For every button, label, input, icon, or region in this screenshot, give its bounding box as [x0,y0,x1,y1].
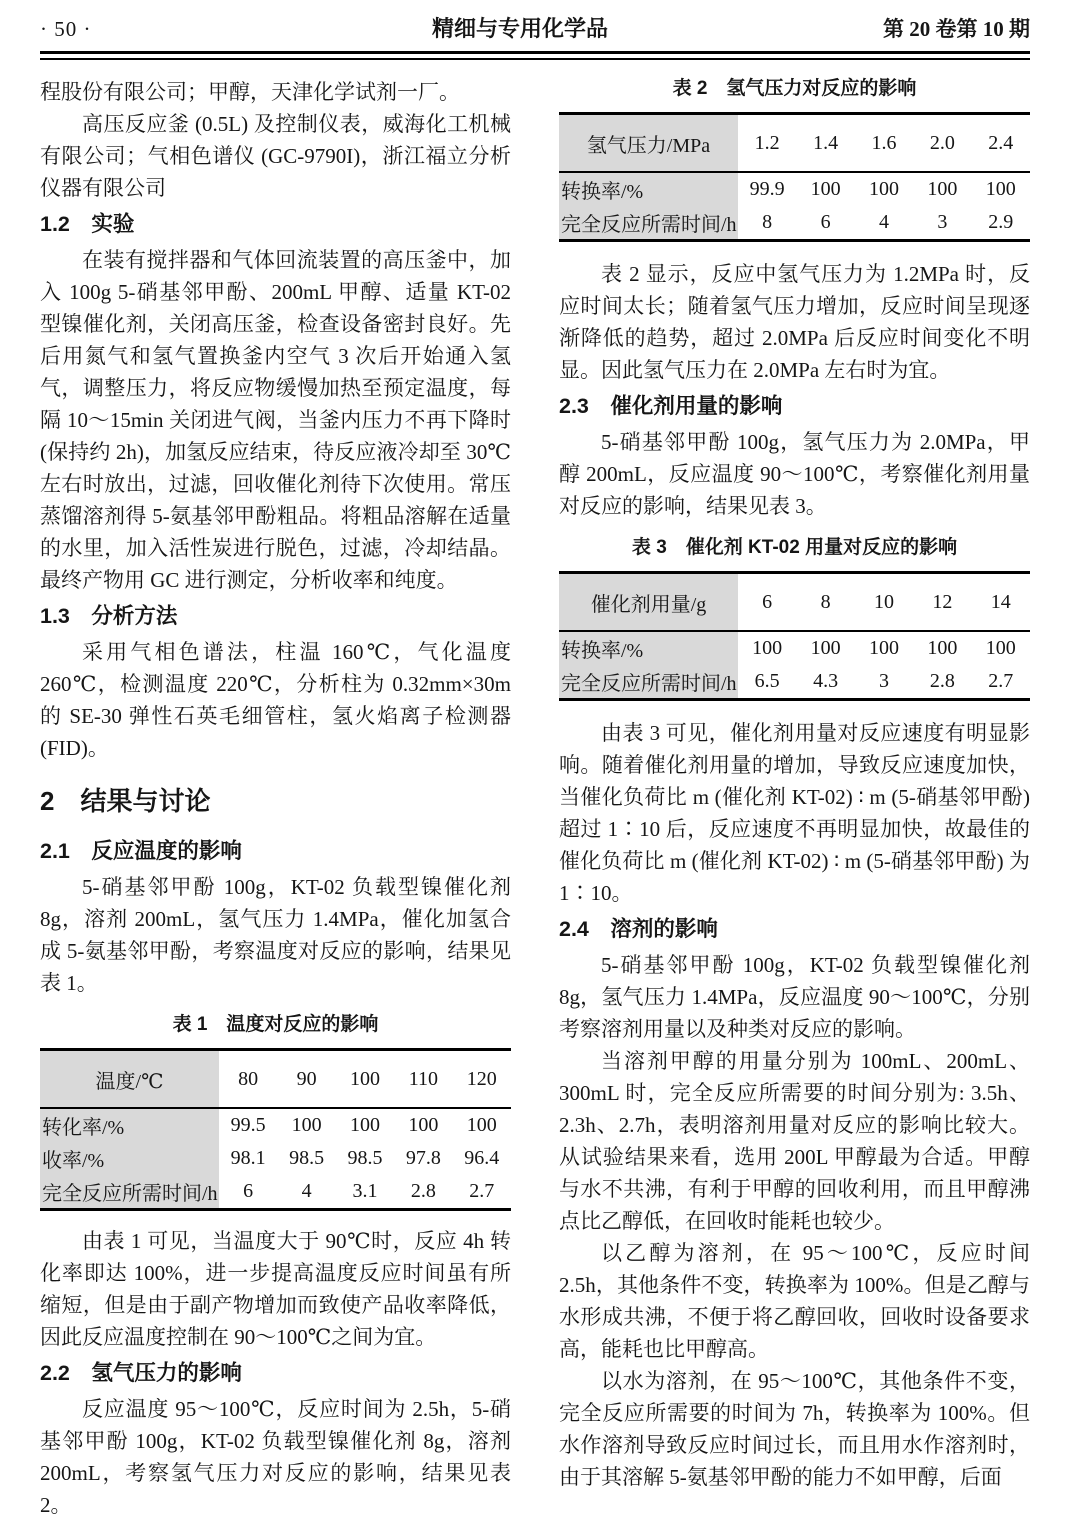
table-row [559,206,1030,241]
table-cell: 100 [927,637,958,659]
table-cell: 97.8 [405,1147,441,1169]
table-cell: 100 [466,1114,497,1136]
table-3-header-value: 8 [820,590,831,613]
table-row [40,1142,511,1175]
table-2-row-label: 完全反应所需时间/h [559,206,738,241]
table-2-header-value: 2.4 [988,131,1014,154]
table-cell: 100 [868,178,899,200]
table-row [559,631,1030,665]
table-3-row-label: 转换率/% [559,631,738,665]
table-3-header-label: 催化剂用量/g [559,573,738,632]
table-3-header-value: 14 [990,590,1011,613]
heading-2-1-temperature-effect: 2.1 反应温度的影响 [40,839,242,863]
paragraph-analysis-method: 采用气相色谱法，柱温 160℃，气化温度 260℃，检测温度 220℃，分析柱为 0.32mm×30m 的 SE-30 弹性石英毛细管柱，氢火焰离子检测器 (FID)。 [40,640,511,760]
table-3-header-value: 12 [932,590,953,613]
table-2-header-value: 2.0 [929,131,955,154]
table-cell: 4 [878,211,889,233]
paragraph-water-solvent: 以水为溶剂，在 95～100℃，其他条件不变，完全反应所需要的时间为 7h，转换率为 100%。但水作溶剂导致反应时间过长，而且用水作溶剂时，由于其溶解 5-氨基邻甲酚的能力不如甲醇，后面 [559,1369,1030,1489]
table-cell: 100 [291,1114,322,1136]
table-cell: 3 [878,670,889,692]
paragraph-ethanol-solvent: 以乙醇为溶剂，在 95～100℃，反应时间 2.5h，其他条件不变，转换率为 100%。但是乙醇与水形成共沸，不便于将乙醇回收，回收时设备要求高，能耗也比甲醇高。 [559,1241,1030,1361]
table-cell: 100 [349,1114,380,1136]
table-cell: 2.9 [988,211,1014,233]
paragraph-solvent-conditions: 5-硝基邻甲酚 100g，KT-02 负载型镍催化剂 8g，氢气压力 1.4MPa，反应温度 90～100℃，分别考察溶剂用量以及种类对反应的影响。 [559,953,1030,1041]
header-double-rule [40,51,1030,60]
heading-1-3-analysis-method: 1.3 分析方法 [40,604,178,628]
table-cell: 100 [985,637,1016,659]
two-column-body [40,76,1030,1521]
table-row [559,114,1030,173]
paragraph-experiment-procedure: 在装有搅拌器和气体回流装置的高压釜中，加入 100g 5-硝基邻甲酚、200mL 甲醇、适量 KT-02 型镍催化剂，关闭高压釜，检查设备密封良好。先后用氮气和氢气置换釜内空气 3 次后开始通入氢气，调整压力，将反应物缓慢加热至预定温度，每隔 10～15min 关闭进气阀，当釜内压力不再下降时 (保持约 2h)，加氢反应结束，待反应液冷却至 30℃左右时放出，过滤，回收催化剂待下次使用。常压蒸馏溶剂得 5-氨基邻甲酚粗品。将粗品溶解在适量的水里，加入活性炭进行脱色，过滤，冷却结晶。最终产物用 GC 进行测定，分析收率和纯度。 [40,248,511,592]
table-2-row-label: 转换率/% [559,172,738,206]
paragraph-table-3-discussion: 由表 3 可见，催化剂用量对反应速度有明显影响。随着催化剂用量的增加，导致反应速度加快，当催化负荷比 m (催化剂 KT-02) ∶ m (5-硝基邻甲酚) 超过 1∶10 后，反应速度不再明显加快，故最佳的催化负荷比 m (催化剂 KT-02) ∶ m (5-硝基邻甲酚) 为 1∶10。 [559,721,1030,905]
table-row [559,172,1030,206]
table-3-row-label: 完全反应所需时间/h [559,665,738,700]
table-cell: 3.1 [352,1180,378,1202]
heading-2-results-discussion: 2 结果与讨论 [40,786,211,816]
table-1-caption: 表 1 温度对反应的影响 [172,1014,379,1035]
paragraph-table-2-discussion: 表 2 显示，反应中氢气压力为 1.2MPa 时，反应时间太长；随着氢气压力增加，反应时间呈现逐渐降低的趋势，超过 2.0MPa 后反应时间变化不明显。因此氢气压力在 2.0MPa 左右时为宜。 [559,262,1030,382]
table-cell: 96.4 [464,1147,500,1169]
table-1-row-label: 完全反应所需时间/h [40,1175,219,1210]
paragraph-temperature-conditions: 5-硝基邻甲酚 100g，KT-02 负载型镍催化剂 8g，溶剂 200mL，氢气压力 1.4MPa，催化加氢合成 5-氨基邻甲酚，考察温度对反应的影响，结果见表 1。 [40,875,511,995]
table-2-header-value: 1.6 [871,131,897,154]
paragraph-pressure-conditions: 反应温度 95～100℃，反应时间为 2.5h，5-硝基邻甲酚 100g，KT-02 负载型镍催化剂 8g，溶剂 200mL，考察氢气压力对反应的影响，结果见表 2。 [40,1397,511,1517]
table-2-header-value: 1.2 [754,131,780,154]
table-cell: 8 [762,211,773,233]
table-1-header-value: 100 [349,1067,380,1090]
table-cell: 6 [820,211,831,233]
table-2-pressure-effect [559,112,1030,242]
table-2-header-value: 1.4 [813,131,839,154]
table-1-header-label: 温度/℃ [40,1050,219,1109]
table-cell: 100 [408,1114,439,1136]
table-cell: 100 [752,637,783,659]
heading-1-2-experiment: 1.2 实验 [40,212,135,236]
table-cell: 100 [868,637,899,659]
page-number: · 50 · [40,17,92,41]
table-1-row-label: 转化率/% [40,1108,219,1142]
heading-2-3-catalyst-amount: 2.3 催化剂用量的影响 [559,394,783,418]
table-1-header-value: 80 [238,1067,259,1090]
table-cell: 3 [937,211,948,233]
paragraph-catalyst-conditions: 5-硝基邻甲酚 100g，氢气压力为 2.0MPa，甲醇 200mL，反应温度 90～100℃，考察催化剂用量对反应的影响，结果见表 3。 [559,430,1030,518]
table-cell: 98.5 [347,1147,383,1169]
table-3-header-value: 6 [762,590,773,613]
table-cell: 2.7 [988,670,1014,692]
column-left [40,76,511,1521]
table-1-header-value: 110 [408,1067,438,1090]
paragraph-suppliers-continuation: 程股份有限公司；甲醇，天津化学试剂一厂。 [40,80,460,104]
table-2-caption: 表 2 氢气压力对反应的影响 [672,78,917,99]
table-1-row-label: 收率/% [40,1142,219,1175]
column-right [559,76,1030,1521]
table-3-catalyst-effect [559,571,1030,701]
table-cell: 4 [301,1180,312,1202]
journal-title: 精细与专用化学品 [431,16,608,41]
table-row [559,573,1030,632]
table-row [40,1175,511,1210]
running-head [40,14,1030,44]
paragraph-methanol-amounts: 当溶剂甲醇的用量分别为 100mL、200mL、300mL 时，完全反应所需要的时间分别为: 3.5h、2.3h、2.7h，表明溶剂用量对反应的影响比较大。从试验结果来看，选用 200L 甲醇最为合适。甲醇与水不共沸，有利于甲醇的回收利用，而且甲醇沸点比乙醇低，在回收时能耗也较少。 [559,1049,1030,1233]
table-cell: 100 [985,178,1016,200]
table-1-header-value: 120 [466,1067,497,1090]
table-cell: 100 [927,178,958,200]
table-cell: 2.8 [410,1180,436,1202]
table-cell: 2.8 [929,670,955,692]
table-cell: 98.1 [230,1147,266,1169]
table-row [40,1050,511,1109]
paragraph-table-1-discussion: 由表 1 可见，当温度大于 90℃时，反应 4h 转化率即达 100%，进一步提高温度反应时间虽有所缩短，但是由于副产物增加而致使产品收率降低，因此反应温度控制在 90～100℃之间为宜。 [40,1229,511,1349]
issue-info: 第 20 卷第 10 期 [883,17,1030,41]
table-cell: 98.5 [289,1147,325,1169]
table-cell: 6.5 [754,670,780,692]
table-cell: 99.5 [230,1114,266,1136]
table-3-caption: 表 3 催化剂 KT-02 用量对反应的影响 [631,537,958,558]
table-cell: 100 [810,637,841,659]
table-cell: 2.7 [469,1180,495,1202]
table-row [559,665,1030,700]
table-cell: 99.9 [749,178,785,200]
table-row [40,1108,511,1142]
table-cell: 4.3 [813,670,839,692]
table-1-temperature-effect [40,1048,511,1211]
table-1-header-value: 90 [296,1067,317,1090]
table-3-header-value: 10 [873,590,894,613]
paragraph-equipment: 高压反应釜 (0.5L) 及控制仪表，威海化工机械有限公司；气相色谱仪 (GC-9790I)，浙江福立分析仪器有限公司 [40,112,511,200]
table-cell: 6 [243,1180,254,1202]
heading-2-4-solvent-effect: 2.4 溶剂的影响 [559,917,718,941]
table-2-header-label: 氢气压力/MPa [559,114,738,173]
table-cell: 100 [810,178,841,200]
heading-2-2-hydrogen-pressure: 2.2 氢气压力的影响 [40,1361,242,1385]
